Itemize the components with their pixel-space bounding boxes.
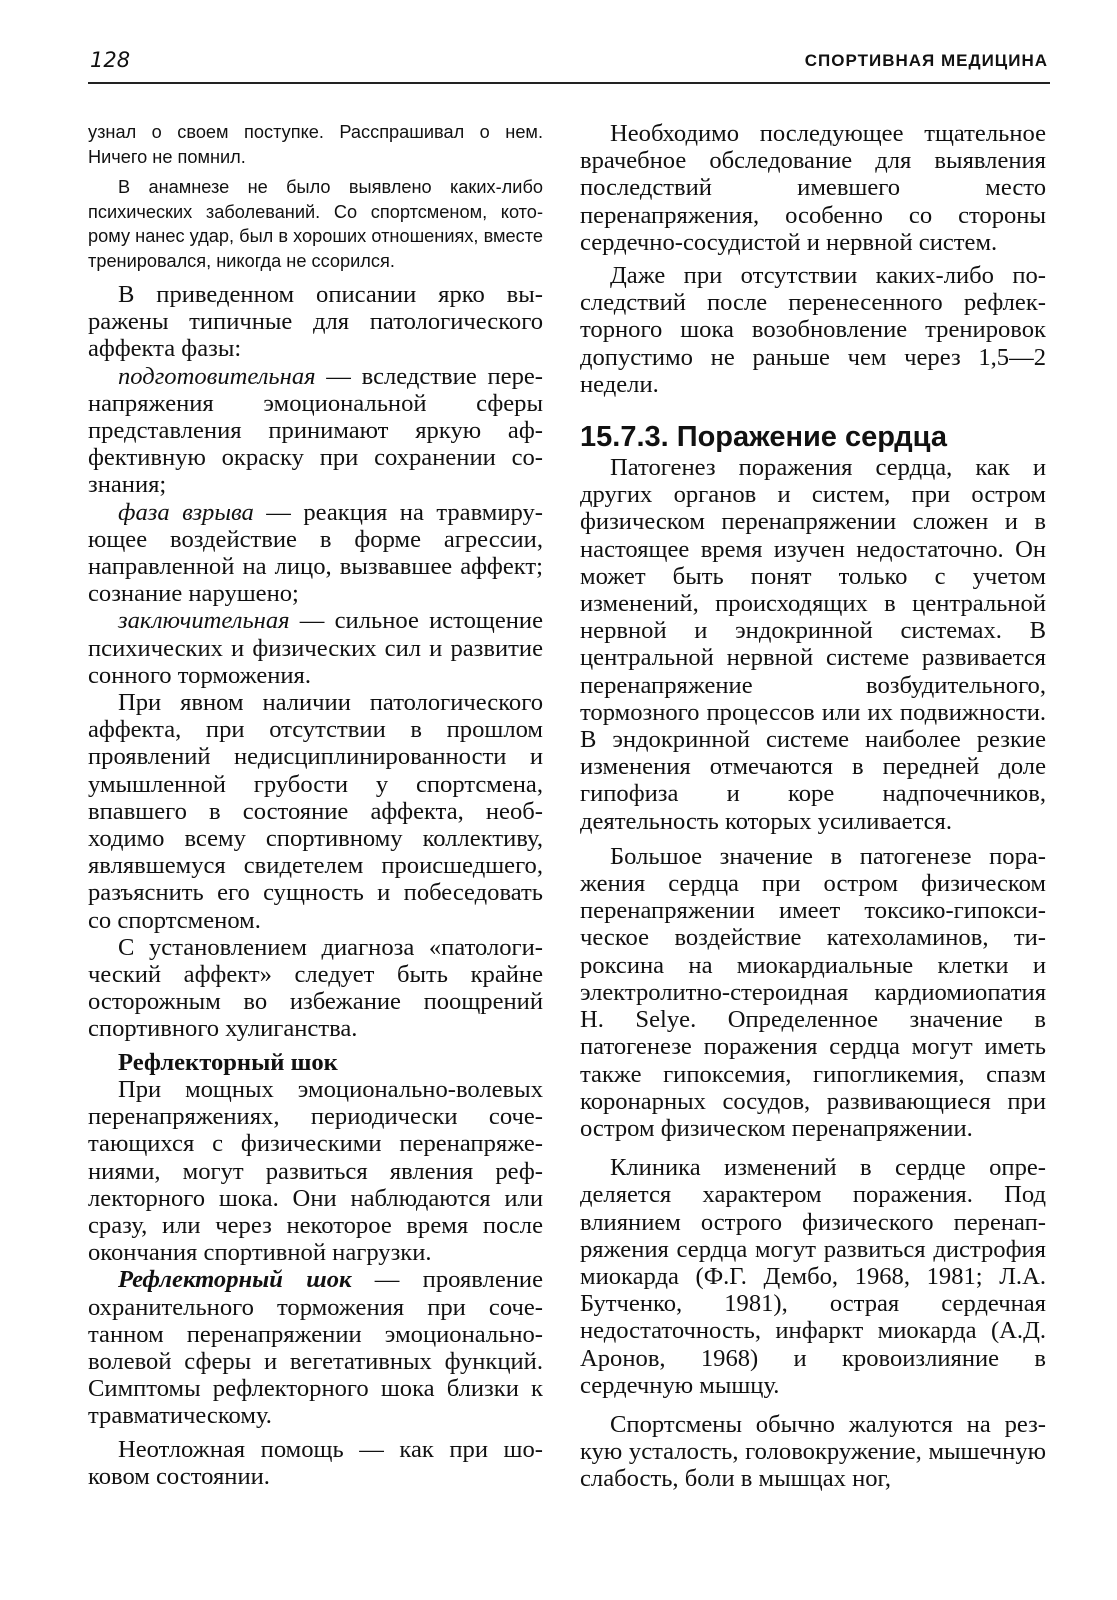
complaints-paragraph: Спортсмены обычно жалуются на резкую усталость, головокружение, мышечную слабость, боли в мышцах ног, — [580, 1410, 1046, 1493]
pathogenesis-paragraph: Патогенез поражения сердца, как и других органов и систем, при остром физическом перенапряжении сложен и в настоящее время изучен недостаточно. Он может быть понят только с учетом изменений, происходящих в центральной нервной и эндокринной системах. В центральной нервной системе развивается перенапряжение возбудительного, тормозного процессов или их подвижности. В эндокринной системе наиболее резкие изменения отмечаются в передней доле гипофиза и коре надпочечников, деятельность которых усиливается. — [580, 454, 1046, 835]
phase-preparatory-text: — вследствие перенапряжения эмоциональной сферы представления принимают яркую аффективную окраску при сохранении сознания; — [88, 362, 543, 499]
examination-paragraph: Необходимо последующее тщательное врачебное обследование для выявления последствий имевшего место перенапряжения, особенно со стороны сердечно-сосудистой и нервной систем. — [580, 120, 1046, 256]
emergency-help-paragraph: Неотложная помощь — как при шоковом состоянии. — [88, 1435, 543, 1490]
reflex-shock-term: Рефлекторный шок — [118, 1266, 352, 1294]
reflex-shock-definition — [88, 1266, 543, 1429]
anamnesis-paragraph: В анамнезе не было выявлено каких-либо психических заболеваний. Со спортсменом, которому нанес удар, был в хороших отношениях, вместе тренировался, никогда не ссорился. — [88, 177, 543, 271]
section-heading: 15.7.3. Поражение сердца — [580, 421, 947, 454]
clinic-paragraph: Клиника изменений в сердце определяется характером поражения. Под влиянием острого физического перенапряжения сердца могут развиться дистрофия миокарда (Ф.Г. Дембо, 1968, 1981; Л.А. Бутченко, 1981), острая сердечная недостаточность, инфаркт миокарда (А.Д. Аронов, 1968) и кровоизлияние в сердечную мышцу. — [580, 1154, 1046, 1399]
running-title: СПОРТИВНАЯ МЕДИЦИНА — [804, 51, 1048, 70]
phase-final-text: — сильное истощение психических и физических сил и развитие сонного торможения. — [88, 607, 543, 689]
page-number: 128 — [90, 48, 131, 72]
phase-explosion — [88, 499, 543, 608]
reflex-shock-definition-text: — проявление охранительного торможения при сочетанном перенапряжении эмоционально-волевой сферы и вегетативных функций. Симптомы рефлекторного шока близки к травматическому. — [88, 1266, 543, 1430]
reflex-shock-paragraph: При мощных эмоционально-волевых перенапряжениях, периодически сочетающихся с физическими перенапряжениями, могут развиться явления рефлекторного шока. Они наблюдаются или сразу, или через некоторое время после окончания спортивной нагрузки. — [88, 1075, 543, 1267]
case-text-continued: узнал о своем поступке. Расспрашивал о нем. Ничего не помнил. — [88, 122, 543, 167]
phase-preparatory — [88, 363, 543, 499]
phases-intro-paragraph: В приведенном описании ярко выражены типичные для патологического аффекта фазы: — [88, 281, 543, 363]
phase-final-term: заключительная — [118, 607, 290, 635]
training-resume-paragraph: Даже при отсутствии каких-либо последствий после перенесенного рефлекторного шока возобновление тренировок допустимо не раньше чем через 1,5—2 недели. — [580, 262, 1046, 398]
phase-explosion-text: — реакция на травмирующее воздействие в форме агрессии, направленной на лицо, вызвавшее аффект; сознание нарушено; — [88, 498, 543, 608]
reflex-shock-subheading: Рефлекторный шок — [118, 1048, 338, 1076]
phase-explosion-term: фаза взрыва — [118, 498, 254, 526]
diagnosis-caution-paragraph: С установлением диагноза «патологический аффект» следует быть крайне осторожным во избежание поощрений спортивного хулиганства. — [88, 933, 543, 1043]
right-column — [580, 120, 1046, 1493]
collective-paragraph: При явном наличии патологического аффекта, при отсутствии в прошлом проявлений недисциплинированности и умышленной грубости у спортсмена, впавшего в состояние аффекта, необходимо всему спортивному коллективу, являвшемуся свидетелем происшедшего, разъяснить его сущность и побеседовать со спортсменом. — [88, 689, 543, 934]
left-column — [88, 120, 543, 1490]
phase-final — [88, 607, 543, 689]
catecholamines-paragraph: Большое значение в патогенезе поражения сердца при остром физическом перенапряжении имеет токсико-гипоксическое воздействие катехоламинов, тироксина на миокардиальные клетки и электролитно-стероидная кардиомиопатия H. Selye. Определенное значение в патогенезе поражения сердца могут иметь также гипоксемия, гипогликемия, спазм коронарных сосудов, развивающиеся при остром физическом перенапряжении. — [580, 842, 1046, 1142]
phase-preparatory-term: подготовительная — [118, 362, 316, 390]
page-header — [88, 46, 1050, 84]
